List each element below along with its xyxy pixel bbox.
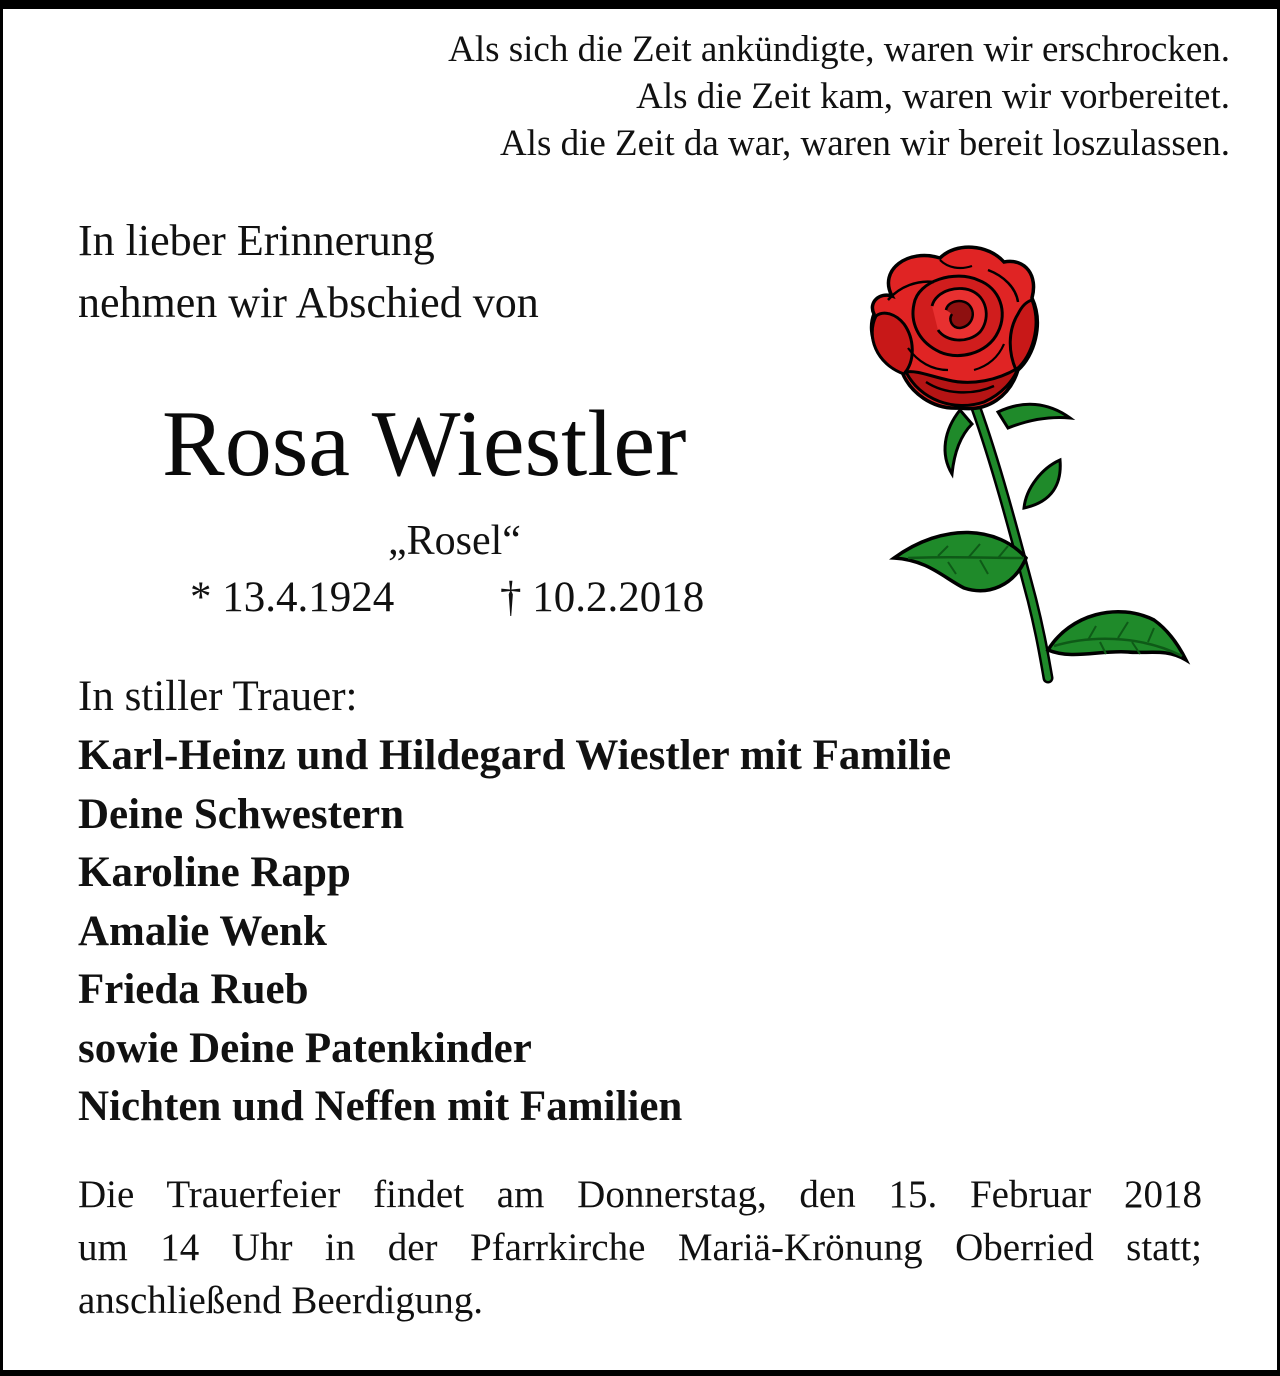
poem-line: Als die Zeit kam, waren wir vorbereitet. [636, 76, 1230, 117]
mourners-heading: In stiller Trauer: [78, 673, 358, 720]
intro-line: nehmen wir Abschied von [78, 278, 539, 327]
intro-line: In lieber Erinnerung [78, 216, 435, 265]
mourner-line: sowie Deine Patenkinder [78, 1024, 532, 1072]
notice-line: anschließend Beerdigung. [78, 1279, 484, 1322]
mourner-line: Nichten und Neffen mit Familien [78, 1083, 683, 1130]
mourner-line: Frieda Rueb [78, 966, 309, 1013]
poem [448, 26, 1230, 167]
intro-text [78, 210, 539, 334]
deceased-nickname: „Rosel“ [388, 518, 521, 564]
poem-line: Als die Zeit da war, waren wir bereit loszulassen. [499, 123, 1230, 164]
birth-date: * 13.4.1924 [190, 574, 395, 621]
deceased-name: Rosa Wiestler [162, 392, 687, 496]
notice-line: Die Trauerfeier findet am Donnerstag, den 15. Februar 2018 [78, 1173, 1202, 1216]
mourners-list [78, 727, 951, 1137]
mourner-line: Amalie Wenk [78, 907, 327, 955]
rose-icon [848, 240, 1198, 685]
mourner-line: Karoline Rapp [78, 849, 351, 896]
notice-line: um 14 Uhr in der Pfarrkirche Mariä-Krönung Oberried statt; [78, 1226, 1202, 1269]
funeral-notice [78, 1168, 1202, 1327]
death-date: † 10.2.2018 [500, 574, 705, 621]
poem-line: Als sich die Zeit ankündigte, waren wir erschrocken. [448, 29, 1230, 70]
mourner-line: Deine Schwestern [78, 790, 405, 838]
mourner-line: Karl-Heinz und Hildegard Wiestler mit Familie [78, 732, 952, 779]
